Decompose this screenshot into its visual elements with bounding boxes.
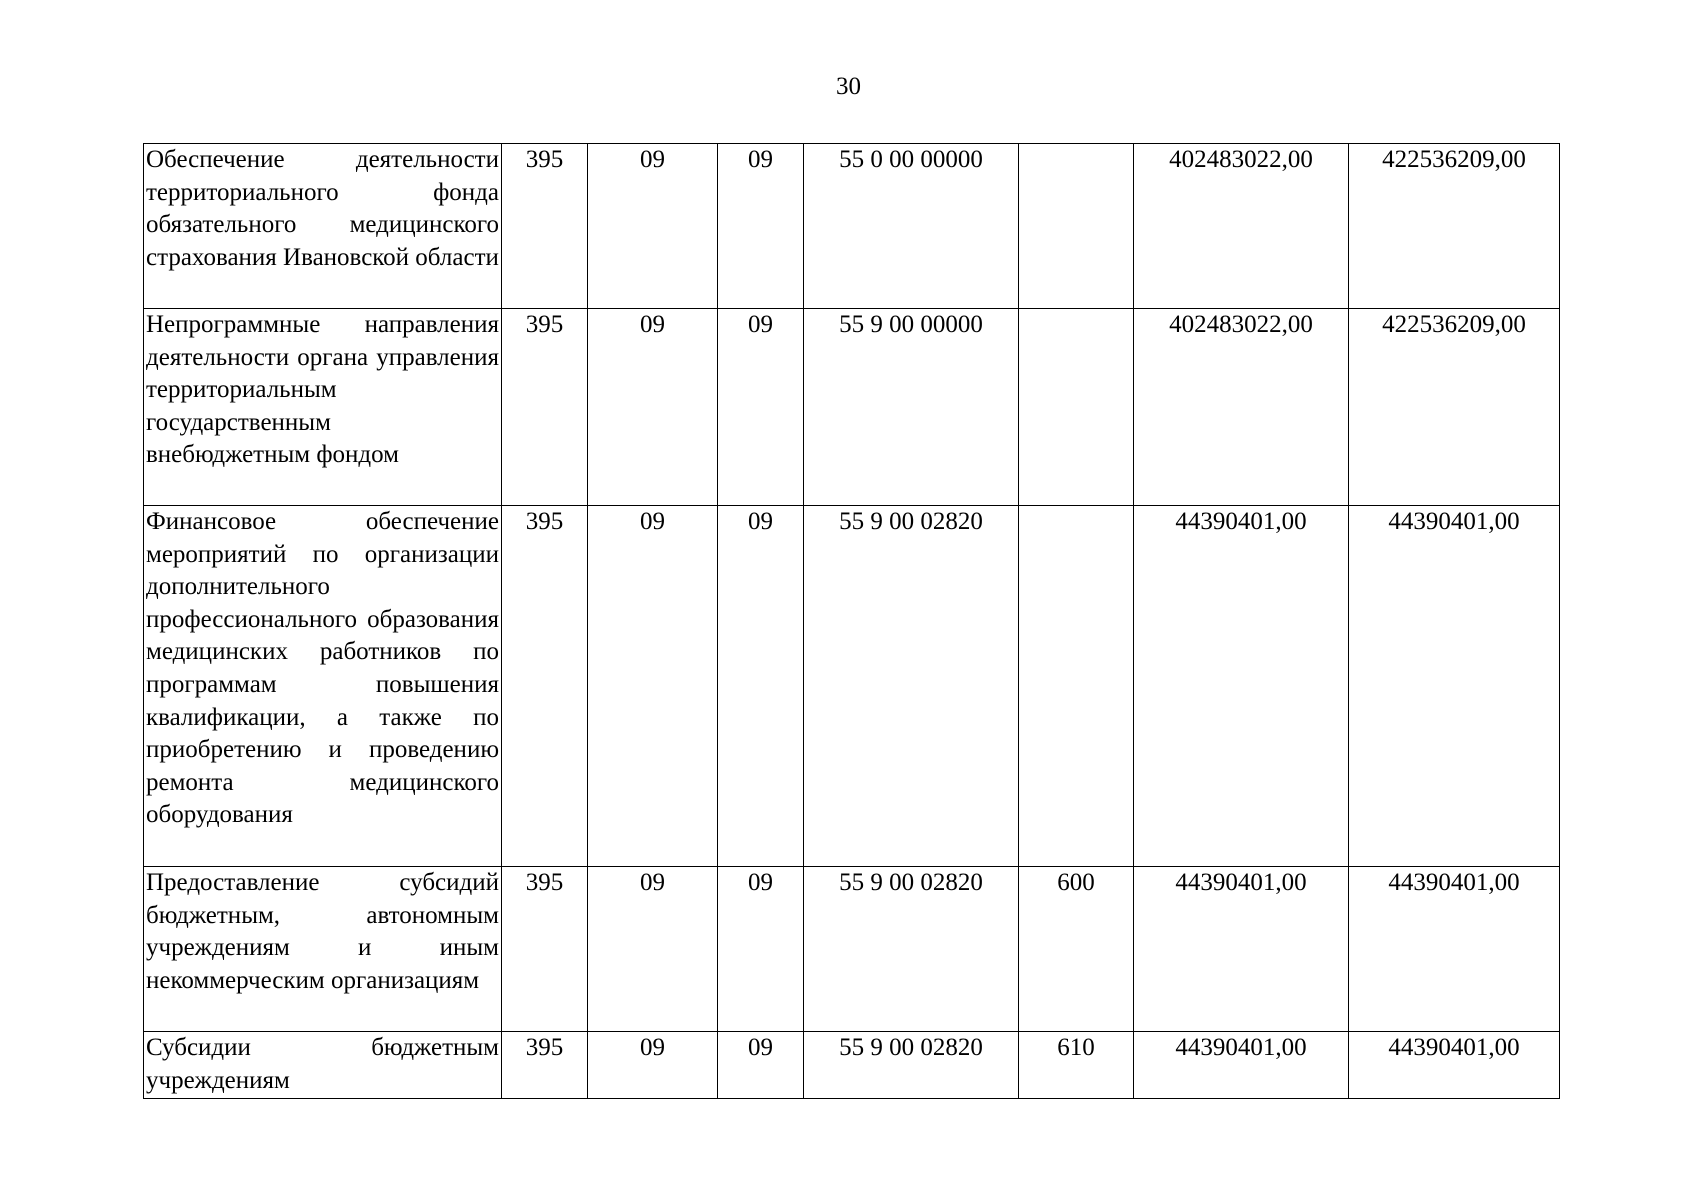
ministry-cell: 395 [502, 867, 588, 1032]
target-article-cell: 55 9 00 02820 [804, 867, 1019, 1032]
sum-first-year-cell: 402483022,00 [1134, 309, 1349, 506]
row-name-cell: Предоставление субсидий бюджетным, автономным учреждениям и иным некоммерческим организациям [144, 867, 502, 1032]
ministry-cell: 395 [502, 144, 588, 309]
sum-first-year-cell: 44390401,00 [1134, 1032, 1349, 1099]
sum-second-year-cell: 422536209,00 [1349, 309, 1560, 506]
sum-first-year-cell: 44390401,00 [1134, 506, 1349, 867]
table-row [144, 867, 1560, 1032]
table-row [144, 309, 1560, 506]
ministry-cell: 395 [502, 506, 588, 867]
target-article-cell: 55 9 00 02820 [804, 1032, 1019, 1099]
section-cell: 09 [588, 1032, 718, 1099]
expense-type-cell: 600 [1019, 867, 1134, 1032]
row-name-cell: Финансовое обеспечение мероприятий по организации дополнительного профессионального образования медицинских работников по программам повышения квалификации, а также по приобретению и проведению ремонта медицинского оборудования [144, 506, 502, 867]
table-row [144, 144, 1560, 309]
budget-table [143, 143, 1560, 1099]
section-cell: 09 [588, 506, 718, 867]
sum-second-year-cell: 44390401,00 [1349, 506, 1560, 867]
expense-type-cell: 610 [1019, 1032, 1134, 1099]
ministry-cell: 395 [502, 1032, 588, 1099]
target-article-cell: 55 9 00 02820 [804, 506, 1019, 867]
expense-type-cell [1019, 309, 1134, 506]
ministry-cell: 395 [502, 309, 588, 506]
table-row [144, 506, 1560, 867]
section-cell: 09 [588, 144, 718, 309]
section-cell: 09 [588, 867, 718, 1032]
subsection-cell: 09 [718, 144, 804, 309]
sum-second-year-cell: 44390401,00 [1349, 867, 1560, 1032]
sum-second-year-cell: 44390401,00 [1349, 1032, 1560, 1099]
sum-second-year-cell: 422536209,00 [1349, 144, 1560, 309]
sum-first-year-cell: 44390401,00 [1134, 867, 1349, 1032]
subsection-cell: 09 [718, 309, 804, 506]
expense-type-cell [1019, 144, 1134, 309]
subsection-cell: 09 [718, 1032, 804, 1099]
row-name-cell: Непрограммные направления деятельности органа управления территориальным государственным внебюджетным фондом [144, 309, 502, 506]
target-article-cell: 55 0 00 00000 [804, 144, 1019, 309]
section-cell: 09 [588, 309, 718, 506]
row-name-cell: Субсидии бюджетным учреждениям [144, 1032, 502, 1099]
subsection-cell: 09 [718, 867, 804, 1032]
row-name-cell: Обеспечение деятельности территориального фонда обязательного медицинского страхования Ивановской области [144, 144, 502, 309]
table-row [144, 1032, 1560, 1099]
target-article-cell: 55 9 00 00000 [804, 309, 1019, 506]
expense-type-cell [1019, 506, 1134, 867]
page-number: 30 [836, 73, 861, 100]
subsection-cell: 09 [718, 506, 804, 867]
sum-first-year-cell: 402483022,00 [1134, 144, 1349, 309]
